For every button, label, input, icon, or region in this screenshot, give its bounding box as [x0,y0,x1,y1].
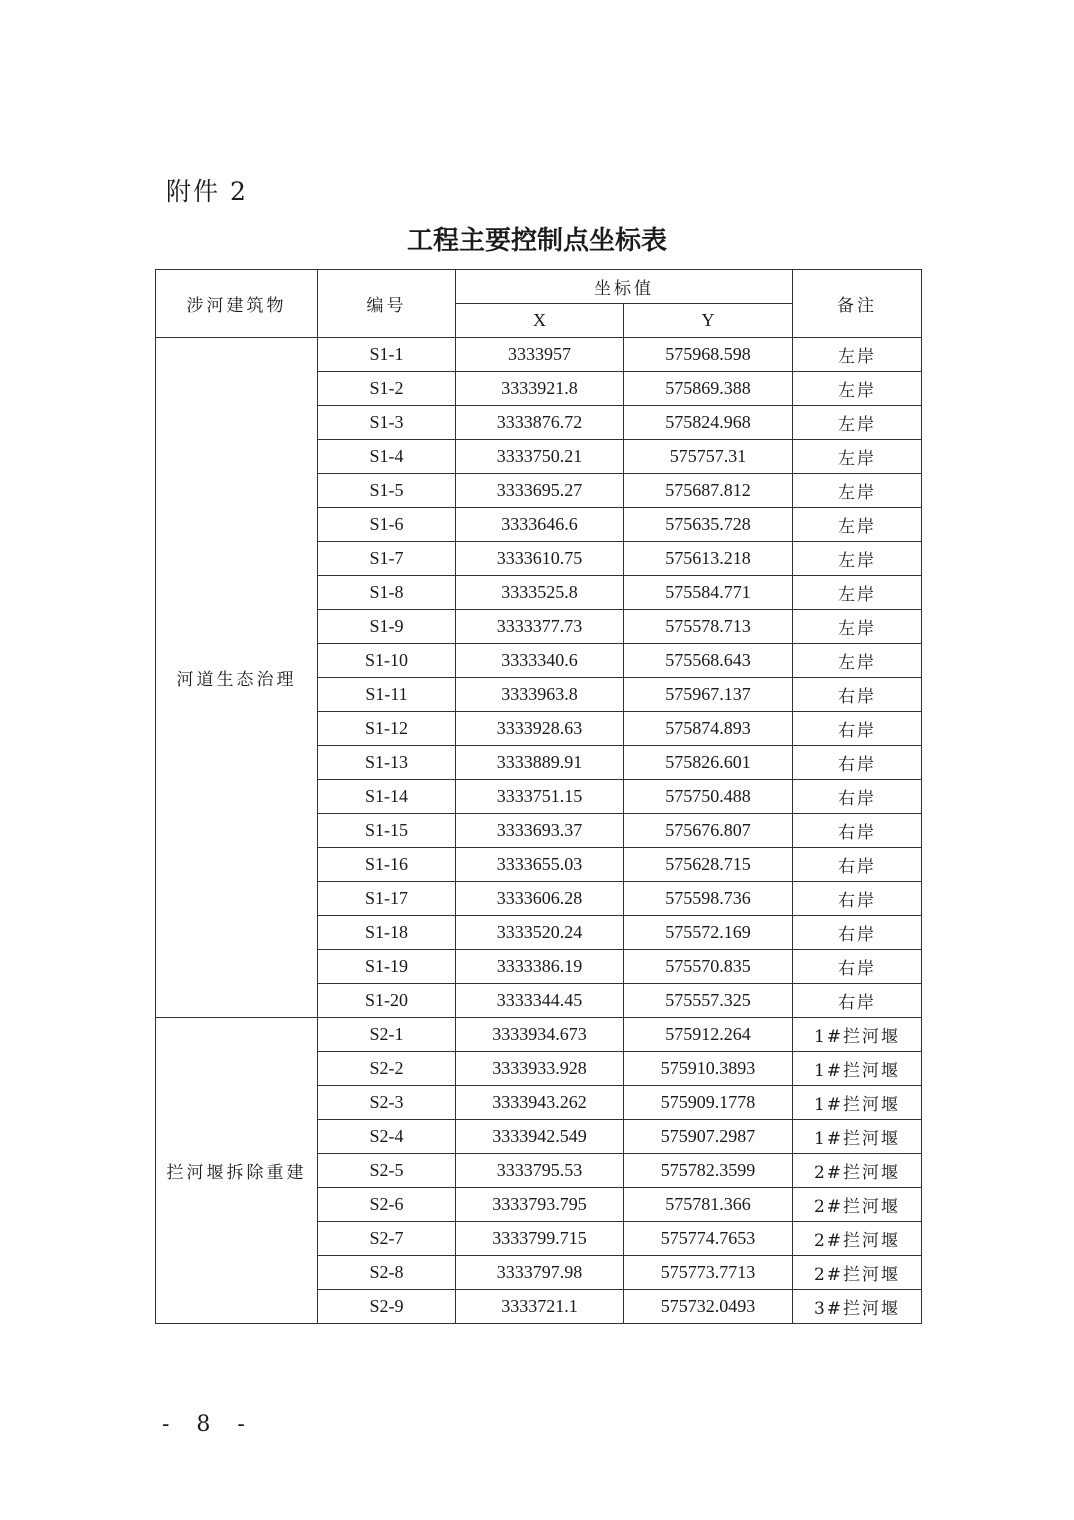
point-id-cell: S2-8 [318,1256,456,1290]
y-coord-cell: 575732.0493 [624,1290,793,1324]
point-id-cell: S2-4 [318,1120,456,1154]
coordinate-table [155,269,922,1324]
x-coord-cell: 3333963.8 [456,678,624,712]
x-coord-cell: 3333520.24 [456,916,624,950]
remark-cell: 右岸 [793,848,922,882]
group-name-cell: 河道生态治理 [156,338,318,1018]
table-body [156,338,922,1324]
x-coord-cell: 3333751.15 [456,780,624,814]
y-coord-cell: 575967.137 [624,678,793,712]
point-id-cell: S1-4 [318,440,456,474]
y-coord-cell: 575912.264 [624,1018,793,1052]
x-coord-cell: 3333646.6 [456,508,624,542]
point-id-cell: S1-15 [318,814,456,848]
remark-cell: 左岸 [793,474,922,508]
point-id-cell: S2-2 [318,1052,456,1086]
remark-cell: 右岸 [793,712,922,746]
y-coord-cell: 575907.2987 [624,1120,793,1154]
header-id: 编号 [318,270,456,338]
remark-cell: 2#拦河堰 [793,1222,922,1256]
point-id-cell: S1-18 [318,916,456,950]
remark-cell: 左岸 [793,338,922,372]
remark-cell: 2#拦河堰 [793,1256,922,1290]
y-coord-cell: 575773.7713 [624,1256,793,1290]
point-id-cell: S2-9 [318,1290,456,1324]
remark-cell: 2#拦河堰 [793,1188,922,1222]
y-coord-cell: 575557.325 [624,984,793,1018]
point-id-cell: S1-6 [318,508,456,542]
remark-cell: 右岸 [793,882,922,916]
table-row [156,1018,922,1052]
x-coord-cell: 3333386.19 [456,950,624,984]
x-coord-cell: 3333799.715 [456,1222,624,1256]
x-coord-cell: 3333957 [456,338,624,372]
remark-cell: 右岸 [793,916,922,950]
y-coord-cell: 575568.643 [624,644,793,678]
table-row [156,338,922,372]
point-id-cell: S1-7 [318,542,456,576]
point-id-cell: S1-16 [318,848,456,882]
remark-cell: 左岸 [793,610,922,644]
y-coord-cell: 575781.366 [624,1188,793,1222]
x-coord-cell: 3333795.53 [456,1154,624,1188]
remark-cell: 1#拦河堰 [793,1120,922,1154]
point-id-cell: S1-14 [318,780,456,814]
y-coord-cell: 575910.3893 [624,1052,793,1086]
x-coord-cell: 3333610.75 [456,542,624,576]
x-coord-cell: 3333933.928 [456,1052,624,1086]
remark-cell: 右岸 [793,814,922,848]
point-id-cell: S1-9 [318,610,456,644]
x-coord-cell: 3333943.262 [456,1086,624,1120]
remark-cell: 左岸 [793,644,922,678]
remark-cell: 右岸 [793,984,922,1018]
point-id-cell: S2-1 [318,1018,456,1052]
x-coord-cell: 3333876.72 [456,406,624,440]
y-coord-cell: 575757.31 [624,440,793,474]
y-coord-cell: 575750.488 [624,780,793,814]
header-coord: 坐标值 [456,270,793,304]
y-coord-cell: 575826.601 [624,746,793,780]
point-id-cell: S1-8 [318,576,456,610]
x-coord-cell: 3333344.45 [456,984,624,1018]
y-coord-cell: 575687.812 [624,474,793,508]
x-coord-cell: 3333797.98 [456,1256,624,1290]
page-title: 工程主要控制点坐标表 [406,226,667,256]
y-coord-cell: 575572.169 [624,916,793,950]
page-number: - 8 - [162,1412,255,1437]
y-coord-cell: 575782.3599 [624,1154,793,1188]
point-id-cell: S1-1 [318,338,456,372]
x-coord-cell: 3333606.28 [456,882,624,916]
x-coord-cell: 3333750.21 [456,440,624,474]
header-structure: 涉河建筑物 [156,270,318,338]
remark-cell: 右岸 [793,780,922,814]
remark-cell: 左岸 [793,372,922,406]
point-id-cell: S1-17 [318,882,456,916]
x-coord-cell: 3333942.549 [456,1120,624,1154]
group-name-cell: 拦河堰拆除重建 [156,1018,318,1324]
x-coord-cell: 3333525.8 [456,576,624,610]
point-id-cell: S1-20 [318,984,456,1018]
point-id-cell: S2-6 [318,1188,456,1222]
y-coord-cell: 575968.598 [624,338,793,372]
remark-cell: 左岸 [793,406,922,440]
x-coord-cell: 3333693.37 [456,814,624,848]
point-id-cell: S1-3 [318,406,456,440]
point-id-cell: S2-5 [318,1154,456,1188]
point-id-cell: S1-19 [318,950,456,984]
y-coord-cell: 575584.771 [624,576,793,610]
x-coord-cell: 3333377.73 [456,610,624,644]
x-coord-cell: 3333928.63 [456,712,624,746]
remark-cell: 左岸 [793,508,922,542]
x-coord-cell: 3333695.27 [456,474,624,508]
attachment-label: 附件 2 [166,177,248,206]
point-id-cell: S1-12 [318,712,456,746]
y-coord-cell: 575598.736 [624,882,793,916]
point-id-cell: S1-2 [318,372,456,406]
y-coord-cell: 575774.7653 [624,1222,793,1256]
x-coord-cell: 3333934.673 [456,1018,624,1052]
remark-cell: 1#拦河堰 [793,1052,922,1086]
point-id-cell: S1-11 [318,678,456,712]
x-coord-cell: 3333655.03 [456,848,624,882]
remark-cell: 右岸 [793,678,922,712]
y-coord-cell: 575578.713 [624,610,793,644]
x-coord-cell: 3333721.1 [456,1290,624,1324]
remark-cell: 2#拦河堰 [793,1154,922,1188]
point-id-cell: S2-3 [318,1086,456,1120]
y-coord-cell: 575824.968 [624,406,793,440]
x-coord-cell: 3333340.6 [456,644,624,678]
remark-cell: 1#拦河堰 [793,1018,922,1052]
remark-cell: 右岸 [793,746,922,780]
y-coord-cell: 575909.1778 [624,1086,793,1120]
x-coord-cell: 3333921.8 [456,372,624,406]
x-coord-cell: 3333889.91 [456,746,624,780]
point-id-cell: S2-7 [318,1222,456,1256]
remark-cell: 左岸 [793,440,922,474]
remark-cell: 右岸 [793,950,922,984]
y-coord-cell: 575874.893 [624,712,793,746]
point-id-cell: S1-10 [318,644,456,678]
header-x: X [456,304,624,338]
y-coord-cell: 575869.388 [624,372,793,406]
remark-cell: 左岸 [793,576,922,610]
remark-cell: 左岸 [793,542,922,576]
y-coord-cell: 575635.728 [624,508,793,542]
point-id-cell: S1-5 [318,474,456,508]
remark-cell: 3#拦河堰 [793,1290,922,1324]
remark-cell: 1#拦河堰 [793,1086,922,1120]
header-y: Y [624,304,793,338]
y-coord-cell: 575676.807 [624,814,793,848]
y-coord-cell: 575628.715 [624,848,793,882]
y-coord-cell: 575570.835 [624,950,793,984]
point-id-cell: S1-13 [318,746,456,780]
y-coord-cell: 575613.218 [624,542,793,576]
x-coord-cell: 3333793.795 [456,1188,624,1222]
header-remark: 备注 [793,270,922,338]
